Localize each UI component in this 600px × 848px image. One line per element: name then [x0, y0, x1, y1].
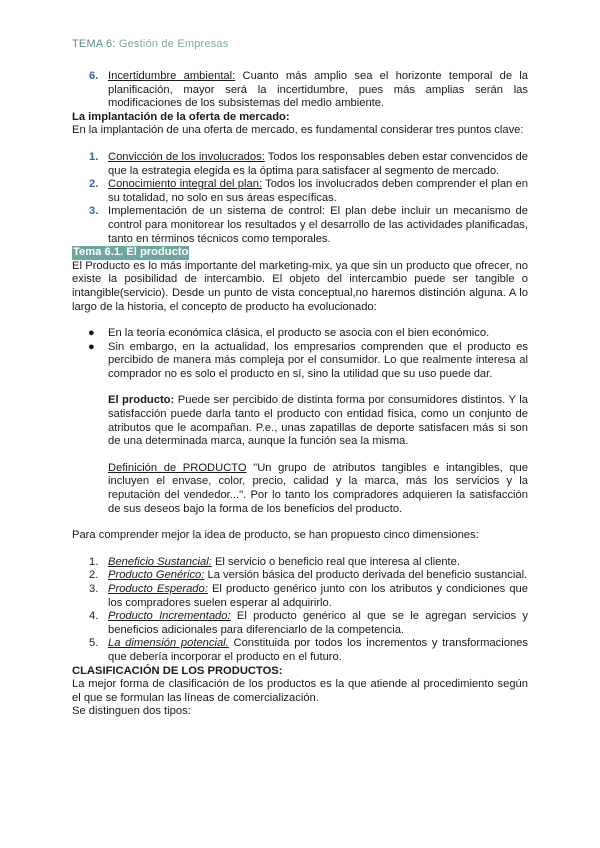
list-number: 2. [89, 569, 99, 582]
section-title-tema61 [72, 246, 528, 260]
list-text: Todos los involucrados deben comprender el plan en su totalidad, no solo en sus áreas específicas. [108, 178, 528, 204]
paragraph-clasificacion: La mejor forma de clasificación de los productos es la que atiende al procedimiento según el que se formulan las líneas de comercialización. [72, 678, 528, 704]
heading-implantacion: La implantación de la oferta de mercado: [72, 110, 290, 123]
label-definicion: Definición de PRODUCTO [108, 461, 247, 474]
list-term: Conocimiento integral del plan: [108, 178, 263, 191]
list-text: Implementación de un sistema de control: El plan debe incluir un mecanismo de control para monitorear los resultados y el desarrollo de las actividades planificadas, tanto en términos técnicos como temporales. [108, 205, 528, 245]
list-item-producto-esperado [72, 583, 528, 610]
list-text: Constituida por todos los incrementos y transformaciones que debería incorporar el producto en el futuro. [108, 637, 528, 663]
list-item-beneficio-sustancial [72, 556, 528, 570]
paragraph-dimensiones-intro: Para comprender mejor la idea de producto, se han propuesto cinco dimensiones: [72, 529, 479, 542]
bullet-icon: ● [88, 340, 95, 353]
paragraph-definicion [72, 462, 528, 516]
paragraph-el-producto [72, 394, 528, 448]
text-el-producto: Puede ser percibido de distinta forma por consumidores distintos. Y la satisfacción puede darla tanto el producto con entidad física, como un conjunto de atributos que le acompañan. P.e., unas zapatillas de deporte satisfacen más si son de una determinada marca, aunque la función sea la misma. [108, 394, 528, 448]
list-text: Cuanto más amplio sea el horizonte temporal de la planificación, mayor será la incertidumbre, pues más amplias serán las modificaciones de los subsistemas del medio ambiente. [108, 70, 529, 110]
bullet-text: En la teoría económica clásica, el producto se asocia con el bien económico. [108, 327, 490, 340]
list-text: Todos los responsables deben estar convencidos de que la estrategia elegida es la óptima para satisfacer al segmento de mercado. [108, 150, 528, 177]
list-number: 4. [89, 610, 99, 623]
document-body [72, 70, 528, 719]
list-term: Beneficio Sustancial: [108, 555, 212, 568]
list-number: 1. [89, 555, 99, 568]
heading-clasificacion: CLASIFICACIÓN DE LOS PRODUCTOS: [72, 664, 283, 677]
list-term: Convicción de los involucrados: [108, 150, 265, 163]
list-item-producto-incrementado [72, 610, 528, 637]
bullet-text: Sin embargo, en la actualidad, los empresarios comprenden que el producto es percibido de manera más compleja por el consumidor. Lo que realmente interesa al comprador no es solo el producto en sí, sino la utilidad que su uso puede dar. [108, 340, 528, 380]
header-topic: Gestión de Empresas [118, 38, 229, 50]
paragraph-producto-intro: El Producto es lo más importante del marketing-mix, ya que sin un producto que ofrecer, no existe la posibilidad de intercambio. El objeto del intercambio puede ser tangible o intangible(servicio). Desde un punto de vista conceptual,no haremos distinción alguna. A lo largo de la historia, el concepto de producto ha evolucionado: [72, 259, 528, 313]
list-term: Producto Genérico: [108, 569, 205, 582]
list-item-conviccion [72, 151, 528, 178]
text-definicion: "Un grupo de atributos tangibles e intangibles, que incluyen el envase, color, precio, calidad y la marca, más los servicios y la reputación del vendedor...". Por lo tanto los compradores adquieren la satisfacción de sus deseos bajo la forma de los beneficios del producto. [108, 461, 528, 515]
list-text: El producto genérico al que se le agregan servicios y beneficios adicionales para diferenciarlo de la competencia. [108, 610, 528, 636]
list-number: 3. [89, 583, 99, 595]
list-text: El producto genérico junto con los atributos y condiciones que los compradores suelen esperar al adquirirlo. [108, 583, 528, 609]
list-number: 2. [89, 178, 99, 191]
highlighted-section-title: Tema 6.1. El producto [73, 246, 189, 259]
list-item-implementacion [72, 205, 528, 246]
page-header [72, 38, 228, 52]
bullet-item [72, 341, 528, 382]
header-tema: TEMA 6: [72, 38, 116, 50]
list-item-dimension-potencial [72, 637, 528, 664]
list-number: 3. [89, 205, 99, 218]
list-number: 6. [89, 70, 99, 82]
list-term: Producto Incrementado: [108, 610, 231, 623]
list-number: 5. [89, 637, 99, 650]
bullet-list [72, 327, 528, 381]
list-term: Producto Esperado: [108, 583, 208, 595]
list-term: La dimensión potencial. [108, 637, 229, 650]
bullet-item [72, 327, 528, 341]
label-el-producto: El producto: [108, 394, 175, 407]
list-number: 1. [89, 150, 99, 163]
list-item-producto-generico [72, 569, 528, 583]
paragraph-tipos: Se distinguen dos tipos: [72, 705, 191, 718]
list-item-conocimiento [72, 178, 528, 205]
list-term: Incertidumbre ambiental: [108, 70, 236, 82]
list-text: La versión básica del producto derivada del beneficio sustancial. [204, 569, 528, 582]
list-item-incertidumbre [72, 70, 528, 111]
paragraph-implantacion-intro: En la implantación de una oferta de mercado, es fundamental considerar tres puntos clave: [72, 124, 524, 137]
list-text: El servicio o beneficio real que interesa al cliente. [211, 555, 460, 568]
bullet-icon: ● [88, 327, 95, 340]
